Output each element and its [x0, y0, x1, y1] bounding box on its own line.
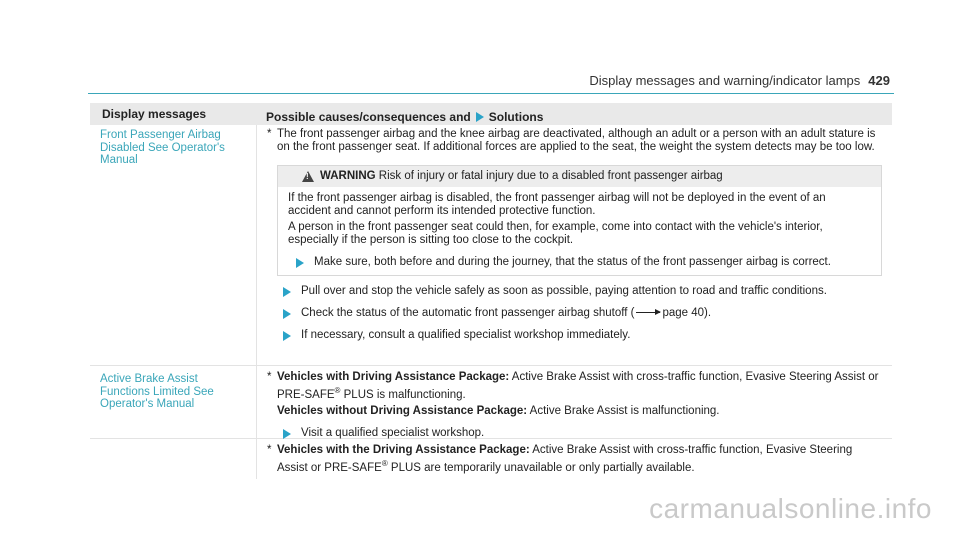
causes-cell [267, 366, 892, 440]
solution-step: Pull over and stop the vehicle safely as soon as possible, paying attention to road and traffic conditions. [267, 285, 882, 298]
display-message[interactable]: Front Passenger Airbag Disabled See Operator's Manual [100, 129, 225, 166]
solution-step: If necessary, consult a qualified specialist workshop immediately. [267, 329, 882, 342]
display-message[interactable]: Active Brake Assist Functions Limited See Operator's Manual [100, 373, 214, 410]
column-divider [256, 366, 257, 438]
cause-text: * Vehicles with the Driving Assistance Package: Active Brake Assist with cross-traffic function, Evasive Steering Assist or PRE-SAFE® PLUS are temporarily unavailable or only partially available. [267, 444, 853, 474]
causes-cell [267, 125, 892, 342]
column-divider [256, 125, 257, 365]
warning-label: WARNING [320, 170, 376, 182]
warning-triangle-icon [302, 171, 314, 182]
warning-paragraph: If the front passenger airbag is disabled, the front passenger airbag will not be deployed in the event of an accident and cannot perform its intended protective function. [288, 192, 826, 217]
solution-step: Check the status of the automatic front passenger airbag shutoff ( page 40). [267, 307, 882, 320]
warning-header [278, 166, 881, 187]
warning-body [278, 187, 881, 269]
table-row [90, 125, 892, 366]
solution-step: Visit a qualified specialist workshop. [267, 427, 882, 440]
play-arrow-icon [296, 258, 304, 268]
header-divider [88, 93, 894, 94]
cause-text: * The front passenger airbag and the knee airbag are deactivated, although an adult or a person with an adult stature is on the front passenger seat. If additional forces are applied to the seat, the weight the system detects may be too low. [267, 128, 876, 153]
messages-table [90, 103, 892, 479]
table-header [90, 103, 892, 125]
warning-title: Risk of injury or fatal injury due to a disabled front passenger airbag [378, 170, 723, 182]
causes-cell [267, 439, 892, 475]
play-arrow-icon [283, 287, 291, 297]
table-row [90, 366, 892, 439]
col-header-causes [266, 110, 543, 124]
warning-step: Make sure, both before and during the journey, that the status of the front passenger airbag is correct. [288, 256, 871, 269]
play-arrow-icon [476, 112, 484, 122]
page-header [589, 73, 890, 88]
table-row [90, 439, 892, 479]
warning-paragraph: A person in the front passenger seat could then, for example, come into contact with the vehicle's interior, especially if the person is sitting too close to the cockpit. [288, 221, 823, 246]
col-header-solutions: Solutions [488, 110, 544, 124]
cause-text: * Vehicles with Driving Assistance Package: Active Brake Assist with cross-traffic function, Evasive Steering Assist or PRE-SAFE® PLUS is malfunctioning. [267, 371, 879, 401]
play-arrow-icon [283, 331, 291, 341]
col-header-causes-text: Possible causes/consequences and [266, 110, 471, 124]
warning-box [277, 165, 882, 276]
cause-text: Vehicles without Driving Assistance Package: Active Brake Assist is malfunctioning. [277, 404, 720, 417]
watermark: carmanualsonline.info [649, 493, 932, 524]
page-number: 429 [868, 73, 890, 88]
page-reference-link[interactable]: page 40). [662, 307, 712, 319]
play-arrow-icon [283, 309, 291, 319]
page-reference-arrow-icon[interactable] [636, 312, 660, 313]
play-arrow-icon [283, 429, 291, 439]
column-divider [256, 439, 257, 479]
col-header-messages: Display messages [102, 107, 207, 121]
header-title: Display messages and warning/indicator lamps [589, 73, 861, 88]
